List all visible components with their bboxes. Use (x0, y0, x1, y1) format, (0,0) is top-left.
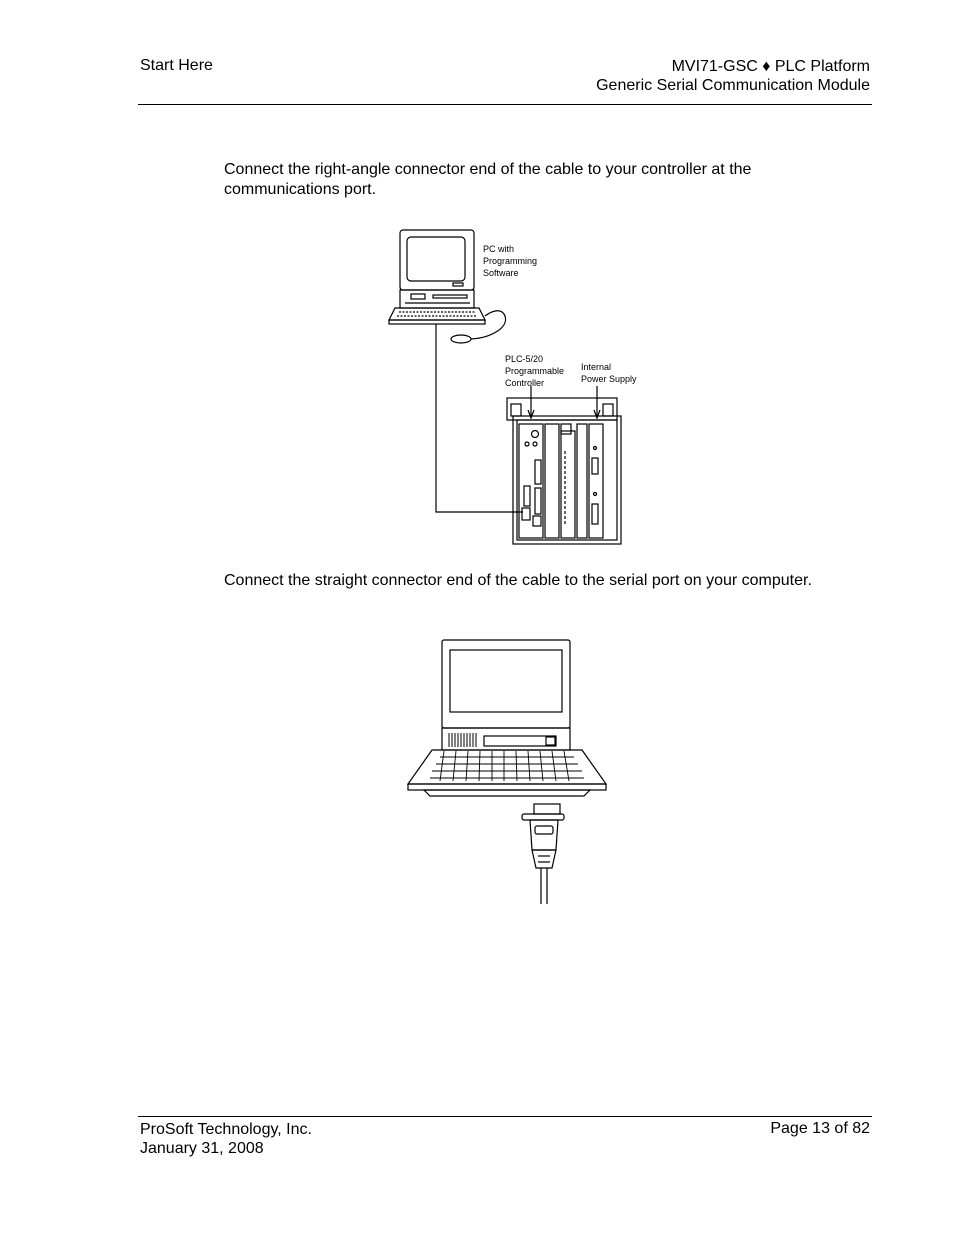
laptop-keyboard (408, 750, 606, 784)
serial-cable-line (436, 324, 523, 512)
figure-laptop-serial (404, 636, 610, 908)
plc-chassis (513, 416, 621, 544)
header-product-title (596, 57, 870, 95)
footer-company: ProSoft Technology, Inc. (140, 1121, 312, 1138)
pc-label-line3: Software (483, 268, 519, 278)
figure-pc-to-plc (385, 226, 645, 548)
footer-page-number: Page 13 of 82 (770, 1120, 870, 1137)
footer-date: January 31, 2008 (140, 1140, 264, 1157)
footer-divider (138, 1116, 872, 1117)
footer-publisher (140, 1120, 312, 1158)
header-product-line1: MVI71-GSC ♦ PLC Platform (671, 58, 870, 75)
header-product-line2: Generic Serial Communication Module (596, 77, 870, 94)
db9-plug (530, 820, 558, 850)
plc-label-line1: PLC-5/20 (505, 354, 544, 364)
header-divider (138, 104, 872, 105)
pc-mouse (451, 335, 471, 343)
plc-controller-module (519, 424, 543, 538)
psu-label-line1: Internal (581, 362, 612, 372)
paragraph-computer-connection: Connect the straight connector end of the cable to the serial port on your computer. (224, 572, 812, 589)
pc-keyboard (389, 308, 485, 320)
serial-port-connector (534, 804, 560, 814)
pc-label-line1: PC with (483, 244, 515, 254)
plc-label-line2: Programmable (505, 366, 565, 376)
pc-label-line2: Programming (483, 256, 538, 266)
plc-power-supply (589, 424, 603, 538)
psu-label-line2: Power Supply (581, 374, 637, 384)
header-section-title: Start Here (140, 57, 213, 74)
plc-label-line3: Controller (505, 378, 545, 388)
laptop-screen (442, 640, 570, 728)
paragraph-controller-connection: Connect the right-angle connector end of the cable to your controller at the communications port. (224, 161, 752, 198)
